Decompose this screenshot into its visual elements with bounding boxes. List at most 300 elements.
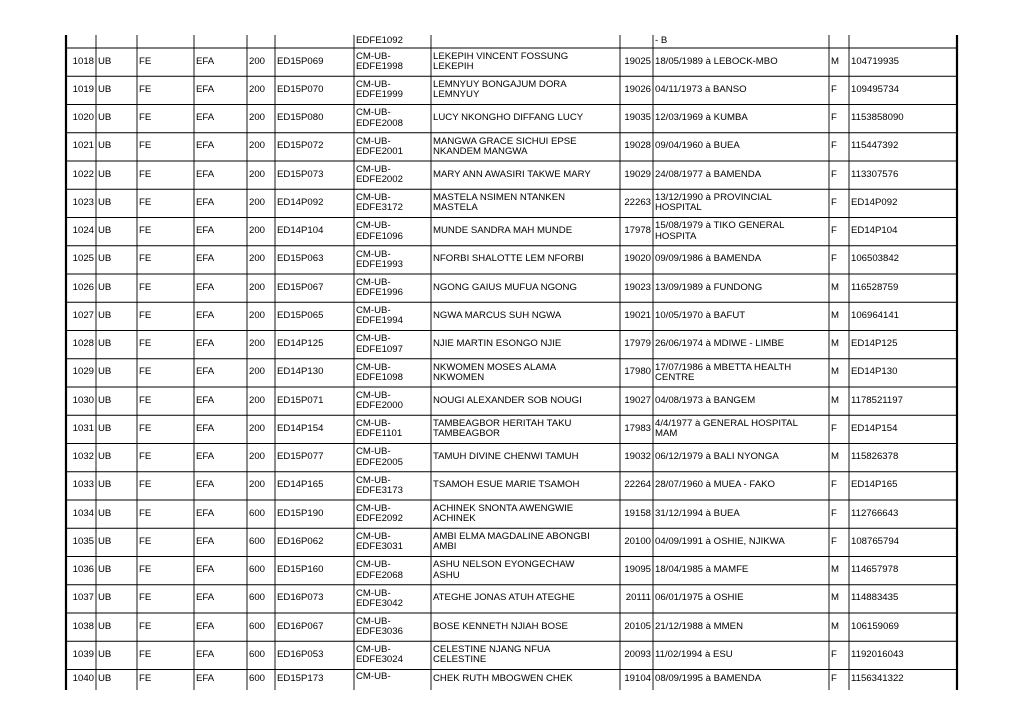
num-cell: 1022 [72, 169, 94, 180]
code-cell: EDFE2068 [356, 570, 403, 581]
matricule-cell: ED15P067 [277, 282, 324, 293]
postcode-cell: 19035 [624, 113, 651, 124]
name-cell: MUNDE SANDRA MAH MUNDE [433, 226, 573, 237]
fac-cell: FE [139, 593, 152, 604]
matricule-cell: ED15P080 [277, 113, 324, 124]
matricule-cell: ED15P069 [277, 56, 324, 67]
univ-cell: UB [98, 649, 112, 660]
id-cell: ED14P154 [851, 423, 898, 434]
fac-cell: FE [139, 674, 152, 685]
matricule-cell: ED15P072 [277, 141, 324, 152]
postcode-cell: 19158 [624, 508, 651, 519]
univ-cell: UB [98, 536, 112, 547]
matricule-cell: ED14P154 [277, 423, 324, 434]
name-cell: TAMBEAGBOR [433, 429, 500, 440]
matricule-cell: ED15P160 [277, 565, 324, 576]
partial-birth-cell: - B [655, 36, 668, 46]
univ-cell: UB [98, 593, 112, 604]
postcode-cell: 19021 [624, 310, 651, 321]
num-cell: 1029 [72, 367, 94, 378]
filiere-cell: EFA [196, 84, 215, 95]
level-cell: 200 [249, 84, 266, 95]
sex-cell: F [831, 113, 837, 124]
postcode-cell: 22264 [624, 480, 651, 491]
name-cell: TAMBEAGBOR HERITAH TAKU [433, 419, 572, 430]
univ-cell: UB [98, 310, 112, 321]
fac-cell: FE [139, 254, 152, 265]
postcode-cell: 19023 [624, 282, 651, 293]
name-cell: ACHINEK SNONTA AWENGWIE [433, 503, 574, 514]
postcode-cell: 17980 [624, 367, 651, 378]
name-cell: NGWA MARCUS SUH NGWA [433, 310, 562, 321]
fac-cell: FE [139, 169, 152, 180]
num-cell: 1026 [72, 282, 94, 293]
postcode-cell: 20111 [625, 593, 651, 604]
filiere-cell: EFA [196, 169, 215, 180]
id-cell: 1156341322 [851, 674, 904, 685]
birth-cell: HOSPITA [655, 231, 697, 242]
filiere-cell: EFA [196, 197, 215, 208]
matricule-cell: ED14P125 [277, 339, 324, 350]
birth-cell: 4/4/1977 à GENERAL HOSPITAL [655, 419, 798, 430]
level-cell: 600 [249, 508, 266, 519]
code-cell: CM-UB- [356, 560, 391, 571]
partial-code-cell: EDFE1092 [356, 36, 403, 46]
id-cell: ED14P130 [851, 367, 898, 378]
matricule-cell: ED14P092 [277, 197, 324, 208]
univ-cell: UB [98, 254, 112, 265]
id-cell: 113307576 [851, 169, 899, 180]
fac-cell: FE [139, 480, 152, 491]
level-cell: 200 [249, 56, 266, 67]
num-cell: 1020 [72, 113, 94, 124]
code-cell: EDFE1097 [356, 344, 403, 355]
univ-cell: UB [98, 452, 112, 463]
level-cell: 200 [249, 282, 266, 293]
birth-cell: 06/01/1975 à OSHIE [655, 593, 744, 604]
birth-cell: 18/04/1985 à MAMFE [655, 565, 749, 576]
matricule-cell: ED16P067 [277, 621, 324, 632]
num-cell: 1033 [72, 480, 94, 491]
sex-cell: F [831, 423, 837, 434]
name-cell: NFORBI SHALOTTE LEM NFORBI [433, 254, 584, 265]
num-cell: 1038 [72, 621, 94, 632]
num-cell: 1027 [72, 310, 94, 321]
id-cell: ED14P092 [851, 197, 898, 208]
birth-cell: 06/12/1979 à BALI NYONGA [655, 452, 779, 463]
name-cell: NGONG GAIUS MUFUA NGONG [433, 282, 577, 293]
fac-cell: FE [139, 226, 152, 237]
name-cell: NKWOMEN [433, 372, 485, 383]
sex-cell: F [831, 141, 837, 152]
id-cell: ED14P104 [851, 226, 898, 237]
fac-cell: FE [139, 113, 152, 124]
id-cell: 1192016043 [851, 649, 904, 660]
fac-cell: FE [139, 339, 152, 350]
name-cell: CELESTINE [433, 655, 487, 666]
num-cell: 1037 [72, 593, 94, 604]
filiere-cell: EFA [196, 649, 215, 660]
matricule-cell: ED15P073 [277, 169, 324, 180]
birth-cell: MAM [655, 429, 678, 440]
sex-cell: M [831, 395, 839, 406]
name-cell: LEMNYUY BONGAJUM DORA [433, 80, 567, 91]
postcode-cell: 19095 [624, 565, 651, 576]
num-cell: 1035 [72, 536, 94, 547]
level-cell: 200 [249, 226, 266, 237]
code-cell: EDFE1993 [356, 259, 403, 270]
level-cell: 200 [249, 423, 266, 434]
birth-cell: 24/08/1977 à BAMENDA [655, 169, 762, 180]
name-cell: BOSE KENNETH NJIAH BOSE [433, 621, 568, 632]
univ-cell: UB [98, 56, 112, 67]
filiere-cell: EFA [196, 674, 215, 685]
code-cell: CM-UB- [356, 362, 391, 373]
code-cell: CM-UB- [356, 136, 391, 147]
matricule-cell: ED16P062 [277, 536, 324, 547]
sex-cell: F [831, 254, 837, 265]
sex-cell: M [831, 565, 839, 576]
postcode-cell: 19020 [624, 254, 651, 265]
fac-cell: FE [139, 310, 152, 321]
filiere-cell: EFA [196, 141, 215, 152]
filiere-cell: EFA [196, 452, 215, 463]
sex-cell: M [831, 282, 839, 293]
birth-cell: CENTRE [655, 372, 695, 383]
matricule-cell: ED14P165 [277, 480, 324, 491]
birth-cell: 08/09/1995 à BAMENDA [655, 674, 762, 685]
postcode-cell: 20093 [624, 649, 651, 660]
name-cell: MANGWA GRACE SICHUI EPSE [433, 136, 577, 147]
fac-cell: FE [139, 197, 152, 208]
id-cell: 115826378 [851, 452, 899, 463]
filiere-cell: EFA [196, 593, 215, 604]
id-cell: 1178521197 [851, 395, 903, 406]
postcode-cell: 19028 [624, 141, 651, 152]
level-cell: 200 [249, 480, 266, 491]
fac-cell: FE [139, 649, 152, 660]
sex-cell: F [831, 480, 837, 491]
num-cell: 1036 [72, 565, 94, 576]
level-cell: 200 [249, 113, 266, 124]
id-cell: ED14P125 [851, 339, 898, 350]
name-cell: NKWOMEN MOSES ALAMA [433, 362, 557, 373]
matricule-cell: ED16P053 [277, 649, 324, 660]
fac-cell: FE [139, 508, 152, 519]
sex-cell: F [831, 84, 837, 95]
id-cell: 115447392 [851, 141, 899, 152]
code-cell: EDFE3172 [356, 203, 403, 214]
sex-cell: M [831, 367, 839, 378]
fac-cell: FE [139, 282, 152, 293]
level-cell: 200 [249, 452, 266, 463]
sex-cell: F [831, 226, 837, 237]
num-cell: 1025 [72, 254, 94, 265]
level-cell: 200 [249, 169, 266, 180]
level-cell: 600 [249, 593, 266, 604]
code-cell: CM-UB- [356, 616, 391, 627]
postcode-cell: 19104 [624, 674, 651, 685]
code-cell: CM-UB- [356, 588, 391, 599]
id-cell: 116528759 [851, 282, 899, 293]
code-cell: CM-UB- [356, 277, 391, 288]
name-cell: TAMUH DIVINE CHENWI TAMUH [433, 452, 579, 463]
fac-cell: FE [139, 452, 152, 463]
name-cell: MARY ANN AWASIRI TAKWE MARY [433, 169, 591, 180]
univ-cell: UB [98, 480, 112, 491]
code-cell: CM-UB- [356, 221, 391, 232]
code-cell: EDFE2092 [356, 514, 403, 525]
birth-cell: 04/11/1973 à BANSO [655, 84, 747, 95]
postcode-cell: 17983 [624, 423, 651, 434]
univ-cell: UB [98, 141, 112, 152]
name-cell: CELESTINE NJANG NFUA [433, 645, 551, 656]
code-cell: EDFE3173 [356, 485, 403, 496]
birth-cell: 04/08/1973 à BANGEM [655, 395, 756, 406]
level-cell: 600 [249, 649, 266, 660]
postcode-cell: 19025 [624, 56, 651, 67]
id-cell: ED14P165 [851, 480, 898, 491]
birth-cell: 21/12/1988 à MMEN [655, 621, 743, 632]
code-cell: EDFE1101 [356, 429, 403, 440]
code-cell: CM-UB- [356, 390, 391, 401]
matricule-cell: ED15P063 [277, 254, 324, 265]
code-cell: EDFE3031 [356, 542, 403, 553]
code-cell: EDFE1999 [356, 90, 403, 101]
num-cell: 1023 [72, 197, 94, 208]
univ-cell: UB [98, 508, 112, 519]
id-cell: 108765794 [851, 536, 900, 547]
birth-cell: 09/04/1960 à BUEA [655, 141, 740, 152]
code-cell: EDFE2001 [356, 146, 403, 157]
num-cell: 1030 [72, 395, 94, 406]
univ-cell: UB [98, 395, 112, 406]
sex-cell: M [831, 593, 839, 604]
num-cell: 1040 [72, 674, 94, 685]
fac-cell: FE [139, 56, 152, 67]
postcode-cell: 22263 [624, 197, 651, 208]
birth-cell: 10/05/1970 à BAFUT [655, 310, 746, 321]
filiere-cell: EFA [196, 226, 215, 237]
postcode-cell: 20105 [624, 621, 651, 632]
matricule-cell: ED15P071 [277, 395, 324, 406]
code-cell: CM-UB- [356, 645, 391, 656]
code-cell: CM-UB- [356, 164, 391, 175]
fac-cell: FE [139, 621, 152, 632]
level-cell: 600 [249, 536, 266, 547]
code-cell: EDFE3024 [356, 655, 403, 666]
filiere-cell: EFA [196, 254, 215, 265]
num-cell: 1019 [72, 84, 94, 95]
univ-cell: UB [98, 565, 112, 576]
code-cell: EDFE1098 [356, 372, 403, 383]
code-cell: CM-UB- [356, 532, 391, 543]
postcode-cell: 17979 [624, 339, 651, 350]
filiere-cell: EFA [196, 508, 215, 519]
sex-cell: M [831, 56, 839, 67]
name-cell: ASHU NELSON EYONGECHAW [433, 560, 575, 571]
num-cell: 1039 [72, 649, 94, 660]
code-cell: CM-UB- [356, 306, 391, 317]
id-cell: 106159069 [851, 621, 900, 632]
name-cell: AMBI ELMA MAGDALINE ABONGBI [433, 532, 590, 543]
fac-cell: FE [139, 565, 152, 576]
name-cell: LEKEPIH VINCENT FOSSUNG [433, 51, 569, 62]
name-cell: NOUGI ALEXANDER SOB NOUGI [433, 395, 582, 406]
matricule-cell: ED15P190 [277, 508, 324, 519]
id-cell: 112766643 [851, 508, 899, 519]
code-cell: CM-UB- [356, 108, 391, 119]
sex-cell: F [831, 169, 837, 180]
level-cell: 600 [249, 674, 266, 685]
level-cell: 200 [249, 395, 266, 406]
matricule-cell: ED15P173 [277, 674, 324, 685]
code-cell: CM-UB- [356, 51, 391, 62]
sex-cell: M [831, 621, 839, 632]
num-cell: 1028 [72, 339, 94, 350]
birth-cell: 04/09/1991 à OSHIE, NJIKWA [655, 536, 785, 547]
code-cell: CM-UB- [356, 503, 391, 514]
birth-cell: 15/08/1979 à TIKO GENERAL [655, 221, 785, 232]
filiere-cell: EFA [196, 423, 215, 434]
birth-cell: 13/12/1990 à PROVINCIAL [655, 193, 772, 204]
univ-cell: UB [98, 226, 112, 237]
filiere-cell: EFA [196, 367, 215, 378]
filiere-cell: EFA [196, 536, 215, 547]
num-cell: 1032 [72, 452, 94, 463]
birth-cell: 11/02/1994 à ESU [655, 649, 733, 660]
filiere-cell: EFA [196, 282, 215, 293]
level-cell: 200 [249, 310, 266, 321]
level-cell: 200 [249, 367, 266, 378]
matricule-cell: ED15P065 [277, 310, 324, 321]
id-cell: 104719935 [851, 56, 900, 67]
code-cell: EDFE3042 [356, 598, 403, 609]
level-cell: 600 [249, 565, 266, 576]
birth-cell: HOSPITAL [655, 203, 702, 214]
code-cell: CM-UB- [356, 334, 391, 345]
name-cell: AMBI [433, 542, 457, 553]
num-cell: 1031 [72, 423, 94, 434]
id-cell: 106503842 [851, 254, 900, 265]
code-cell: EDFE2000 [356, 401, 403, 412]
postcode-cell: 19032 [624, 452, 651, 463]
code-cell: EDFE2005 [356, 457, 403, 468]
postcode-cell: 17978 [624, 226, 651, 237]
matricule-cell: ED16P073 [277, 593, 324, 604]
level-cell: 200 [249, 339, 266, 350]
level-cell: 200 [249, 254, 266, 265]
univ-cell: UB [98, 339, 112, 350]
postcode-cell: 19027 [624, 395, 651, 406]
univ-cell: UB [98, 197, 112, 208]
filiere-cell: EFA [196, 310, 215, 321]
sex-cell: M [831, 452, 839, 463]
univ-cell: UB [98, 674, 112, 685]
code-cell: EDFE2008 [356, 118, 403, 129]
sex-cell: F [831, 536, 837, 547]
birth-cell: 13/09/1989 à FUNDONG [655, 282, 763, 293]
fac-cell: FE [139, 536, 152, 547]
filiere-cell: EFA [196, 480, 215, 491]
code-cell: CM-UB- [356, 80, 391, 91]
name-cell: ATEGHE JONAS ATUH ATEGHE [433, 593, 575, 604]
filiere-cell: EFA [196, 113, 215, 124]
fac-cell: FE [139, 367, 152, 378]
univ-cell: UB [98, 423, 112, 434]
birth-cell: 31/12/1994 à BUEA [655, 508, 740, 519]
sex-cell: M [831, 339, 839, 350]
birth-cell: 09/09/1986 à BAMENDA [655, 254, 762, 265]
code-cell: EDFE2002 [356, 175, 403, 186]
fac-cell: FE [139, 141, 152, 152]
birth-cell: 28/07/1960 à MUEA - FAKO [655, 480, 775, 491]
matricule-cell: ED15P070 [277, 84, 324, 95]
name-cell: ACHINEK [433, 514, 476, 525]
code-cell: CM-UB- [356, 447, 391, 458]
id-cell: 109495734 [851, 84, 900, 95]
name-cell: MASTELA NSIMEN NTANKEN [433, 193, 566, 204]
id-cell: 114657978 [851, 565, 899, 576]
code-cell: CM-UB- [356, 249, 391, 260]
name-cell: LEKEPIH [433, 62, 474, 73]
num-cell: 1024 [72, 226, 94, 237]
code-cell: CM-UB- [356, 475, 391, 486]
code-cell: EDFE3036 [356, 627, 403, 638]
sex-cell: F [831, 674, 837, 685]
filiere-cell: EFA [196, 395, 215, 406]
id-cell: 114883435 [851, 593, 899, 604]
name-cell: CHEK RUTH MBOGWEN CHEK [433, 674, 573, 685]
postcode-cell: 19029 [624, 169, 651, 180]
postcode-cell: 20100 [624, 536, 651, 547]
sex-cell: M [831, 310, 839, 321]
univ-cell: UB [98, 169, 112, 180]
univ-cell: UB [98, 84, 112, 95]
sex-cell: F [831, 508, 837, 519]
name-cell: MASTELA [433, 203, 478, 214]
code-cell: EDFE1998 [356, 62, 403, 73]
birth-cell: 18/05/1989 à LEBOCK-MBO [655, 56, 778, 67]
name-cell: NJIE MARTIN ESONGO NJIE [433, 339, 562, 350]
name-cell: TSAMOH ESUE MARIE TSAMOH [433, 480, 580, 491]
code-cell: EDFE1996 [356, 288, 403, 299]
num-cell: 1018 [72, 56, 94, 67]
fac-cell: FE [139, 395, 152, 406]
fac-cell: FE [139, 84, 152, 95]
id-cell: 106964141 [851, 310, 900, 321]
postcode-cell: 19026 [624, 84, 651, 95]
univ-cell: UB [98, 367, 112, 378]
matricule-cell: ED15P077 [277, 452, 324, 463]
code-cell: CM-UB- [356, 671, 391, 682]
code-cell: EDFE1994 [356, 316, 403, 327]
filiere-cell: EFA [196, 339, 215, 350]
sex-cell: F [831, 649, 837, 660]
matricule-cell: ED14P104 [277, 226, 324, 237]
birth-cell: 12/03/1969 à KUMBA [655, 113, 748, 124]
code-cell: CM-UB- [356, 419, 391, 430]
num-cell: 1021 [72, 141, 94, 152]
filiere-cell: EFA [196, 565, 215, 576]
birth-cell: 26/06/1974 à MDIWE - LIMBE [655, 339, 785, 350]
name-cell: LUCY NKONGHO DIFFANG LUCY [433, 113, 584, 124]
code-cell: CM-UB- [356, 193, 391, 204]
univ-cell: UB [98, 282, 112, 293]
filiere-cell: EFA [196, 621, 215, 632]
name-cell: LEMNYUY [433, 90, 480, 101]
filiere-cell: EFA [196, 56, 215, 67]
